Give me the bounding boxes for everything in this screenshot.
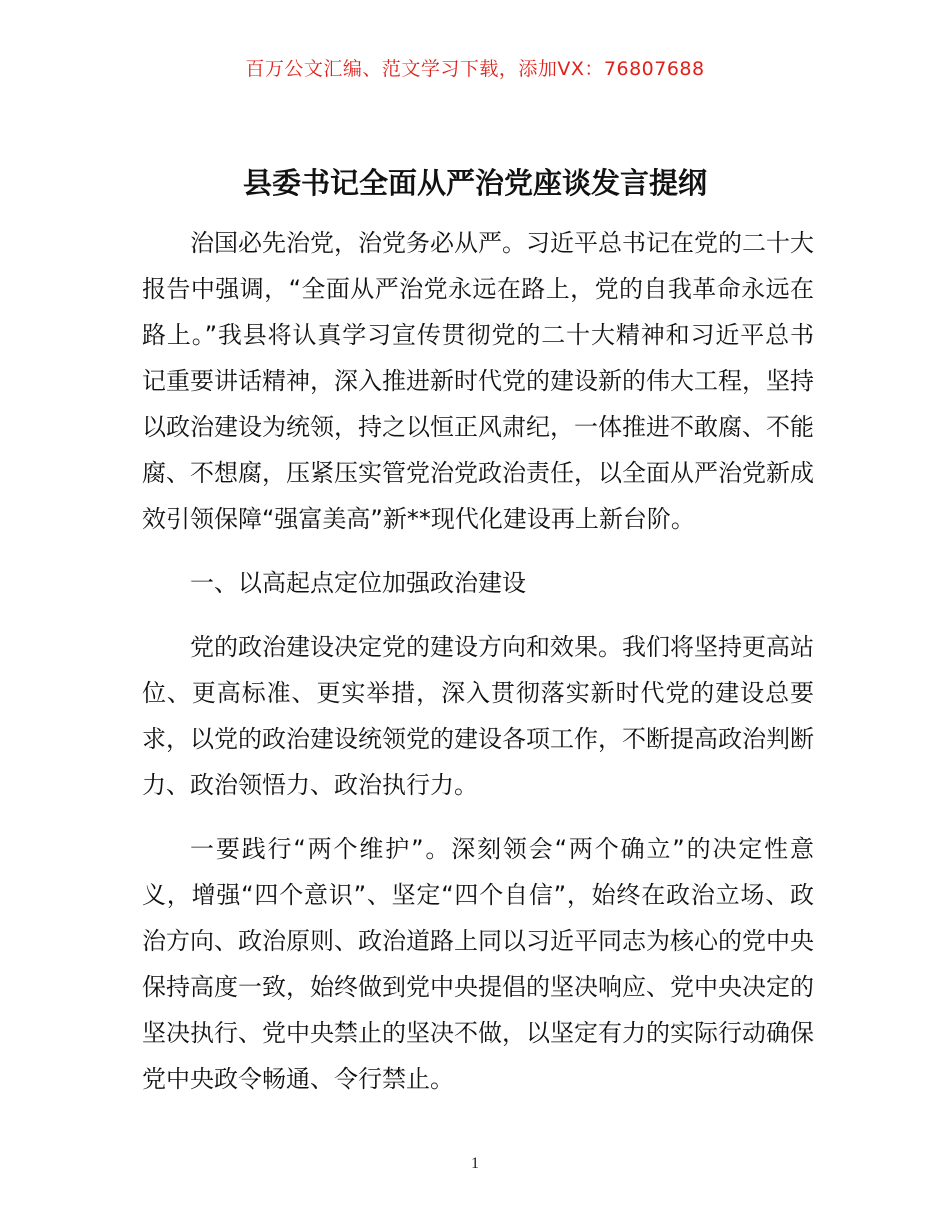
document-body [142, 220, 814, 1120]
watermark-header: 百万公文汇编、范文学习下载，添加VX：76807688 [245, 58, 705, 80]
document-title: 县委书记全面从严治党座谈发言提纲 [242, 166, 707, 200]
point-1-paragraph: 一要践行“两个维护”。深刻领会“两个确立”的决定性意义，增强“四个意识”、坚定“四个自信”，始终在政治立场、政治方向、政治原则、政治道路上同以习近平同志为核心的党中央保持高度一致，始终做到党中央提倡的坚决响应、党中央决定的坚决执行、党中央禁止的坚决不做，以坚定有力的实际行动确保党中央政令畅通、令行禁止。 [142, 835, 814, 1093]
page-number: 1 [471, 1155, 479, 1172]
section-heading-1: 一、以高起点定位加强政治建设 [190, 569, 526, 597]
section-1-paragraph: 党的政治建设决定党的建设方向和效果。我们将坚持更高站位、更高标准、更实举措，深入贯彻落实新时代党的建设总要求，以党的政治建设统领党的建设各项工作，不断提高政治判断力、政治领悟力、政治执行力。 [142, 633, 814, 799]
intro-paragraph: 治国必先治党，治党务必从严。习近平总书记在党的二十大报告中强调，“全面从严治党永远在路上，党的自我革命永远在路上。”我县将认真学习宣传贯彻党的二十大精神和习近平总书记重要讲话精神，深入推进新时代党的建设新的伟大工程，坚持以政治建设为统领，持之以恒正风肃纪，一体推进不敢腐、不能腐、不想腐，压紧压实管党治党政治责任，以全面从严治党新成效引领保障“强富美高”新**现代化建设再上新台阶。 [142, 229, 814, 533]
